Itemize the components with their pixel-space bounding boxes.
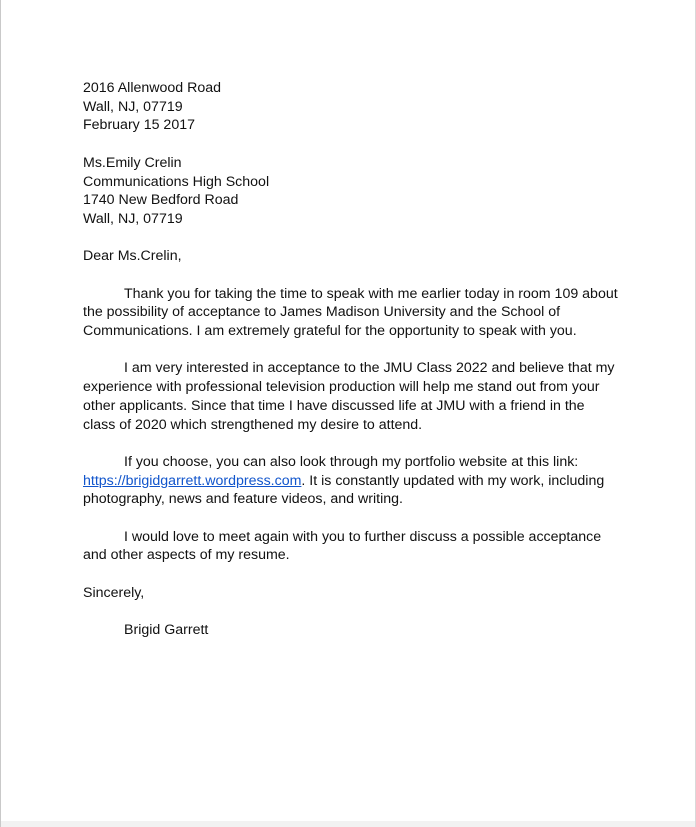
letter-content [83,79,623,640]
recipient-address [83,154,623,229]
signature: Brigid Garrett [124,622,209,639]
recipient-org: Communications High School [83,173,270,190]
paragraph-2 [83,359,623,434]
p4-line-2: and other aspects of my resume. [83,547,290,564]
p1-line-3: Communications. I am extremely grateful for the opportunity to speak with you. [83,323,577,340]
p1-line-2: the possibility of acceptance to James Madison University and the School of [83,304,561,321]
p1-line-1: Thank you for taking the time to speak with me earlier today in room 109 about [124,285,618,302]
p2-line-2: experience with professional television production will help me stand out from your [83,379,600,396]
recipient-city: Wall, NJ, 07719 [83,210,183,227]
p2-line-4: class of 2020 which strengthened my desire to attend. [83,416,423,433]
recipient-name: Ms.Emily Crelin [83,154,182,171]
salutation: Dear Ms.Crelin, [83,248,182,265]
p2-line-1: I am very interested in acceptance to the JMU Class 2022 and believe that my [124,360,615,377]
recipient-street: 1740 New Bedford Road [83,192,239,209]
paragraph-1 [83,285,623,341]
p3-line-2: . It is constantly updated with my work, including [301,472,605,489]
p4-line-1: I would love to meet again with you to further discuss a possible acceptance [124,528,602,545]
p3-line-1: If you choose, you can also look through my portfolio website at this link: [124,453,579,470]
paragraph-4 [83,528,623,565]
p2-line-3: other applicants. Since that time I have discussed life at JMU with a friend in the [83,397,585,414]
sender-city: Wall, NJ, 07719 [83,98,183,115]
paragraph-3 [83,453,623,509]
closing: Sincerely, [83,584,145,601]
sender-address [83,79,623,135]
sender-street: 2016 Allenwood Road [83,80,222,96]
portfolio-link[interactable]: https://brigidgarrett.wordpress.com [83,472,302,489]
letter-date: February 15 2017 [83,117,195,134]
p3-line-3: photography, news and feature videos, and writing. [83,491,403,508]
page-bottom-edge [1,821,695,827]
